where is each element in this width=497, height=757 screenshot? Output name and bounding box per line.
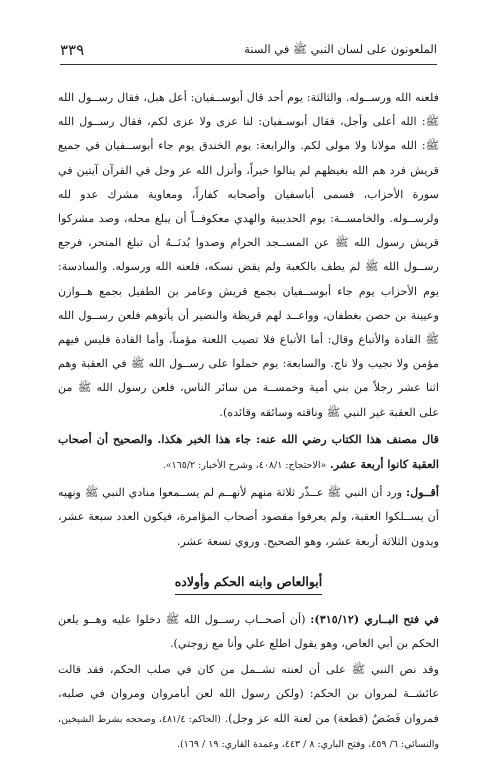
page-body — [58, 86, 439, 757]
running-title: الملعونون على لسان النبي ﷺ في السنة — [244, 41, 437, 56]
fath-albari-text: (أن أصحــاب رســول الله ﷺ دخلوا عليه وهــو يلعن الحكم بن أبي العاص، وهو يقول اطلع علي وأنا مع زوجتي). — [58, 612, 439, 651]
aisha-ref: (الحاكم: ٤٨١/٤، وصححه بشرط الشيخين، والنسائي: ٦/ ٤٥٩، وفتح الباري: ٨ / ٤٤٣، وعمدة القاري: ١٩ / ١٦٩). — [58, 713, 439, 750]
commentary-lead: أقــول: — [405, 485, 439, 500]
section-heading — [58, 572, 439, 595]
page-number: ٣٣٩ — [60, 41, 85, 59]
fath-albari-lead: في فتح البــاري (٣١٥/١٢): — [310, 611, 440, 626]
paragraph-hadith: فلعنه الله ورســوله. والثالثة: يوم أحد قال أبوســفيان: أعل هبل، فقال رســول الله ﷺ: الله أعلى وأجل، فقال أبوسـفيان: لنا عزى ولا عزى لكم، فقال رســول الله ﷺ: الله مولانا ولا مولى لكم. والرابعة: يوم الخندق يوم جاء أبوســفيان في جميع قريش فرد هم الله بغيظهم لم ينالوا خيراً، وأنزل الله عز وجل في القرآن آيتين في سورة الأحزاب، فسمى أباسفيان وأصحابه كفاراً، ومعاوية مشرك عدو لله ولرســوله. والخامســة: يوم الحديبية والهدي معكوفــاً أن يبلغ محله، وصد مشركوا قريش رسول الله ﷺ عن المســجد الحرام وصدوا بُدنَــهُ أن تبلغ المنحر، فرجع رســول الله ﷺ لم يطف بالكعبة ولم يقض نسكه، فلعنه الله ورسوله. والسادسة: يوم الأحزاب يوم جاء أبوســفيان بجمع قريش وعامر بن الطفيل بجمع هــوازن وعيينة بن حصن بغطفان، وواعــد لهم قريظة والنضير أن يأتوهم فلعن رســول الله ﷺ القادة والأتباع وقال: أما الأتباع فلا تصيب اللعنة مؤمناً، وأما القادة فليس فيهم مؤمن ولا نجيب ولا ناج. والسابعة: يوم حملوا على رســول الله ﷺ في العقبة وهم اثنا عشر رجلاً من بني أمية وخمســة من سائر الناس، فلعن رسول الله ﷺ من على العقبة غير النبي ﷺ وناقته وسائقه وقائده). — [58, 91, 439, 419]
section-heading-text: أبوالعاص وابنه الحكم وأولاده — [175, 572, 323, 595]
author-note-text: قال مصنف هذا الكتاب رضي الله عنه: جاء هذا الخبر هكذا. والصحيح أن أصحاب العقبة كانوا أربعة عشر. — [58, 431, 439, 472]
page-header — [60, 38, 437, 62]
aisha-text: وقد نص النبي ﷺ على أن لعنته تشــمل من كان في صلب الحكم، فقد قالت عائشــة لمروان بن الحكم: (ولكن رسول الله لعن أبامروان ومروان في صلبه، فمروان فَضَضٌ (قطعة) من لعنة الله عز وجل). — [58, 663, 439, 725]
author-note-ref: «الاحتجاج: ٤٠٨/١، وشرح الأخبار: ١٦٥/٢». — [162, 460, 327, 472]
paragraph-aisha — [58, 658, 439, 757]
commentary-text: ورد أن النبي ﷺ عــذّر ثلاثة منهم لأنهــم لم يســمعوا منادي النبي ﷺ ونهيه أن يســلكوا العقبة، ولم يعرفوا مقصود أصحاب المؤامرة، فيكون العدد سبعة عشر، ويدون الثلاثة أربعة عشر، وهو الصحيح. وروي تسعة عشر. — [58, 486, 439, 548]
paragraph-commentary — [58, 480, 439, 554]
header-rule — [60, 64, 437, 65]
paragraph-author-note — [58, 427, 439, 478]
paragraph-fath-albari — [58, 607, 439, 656]
